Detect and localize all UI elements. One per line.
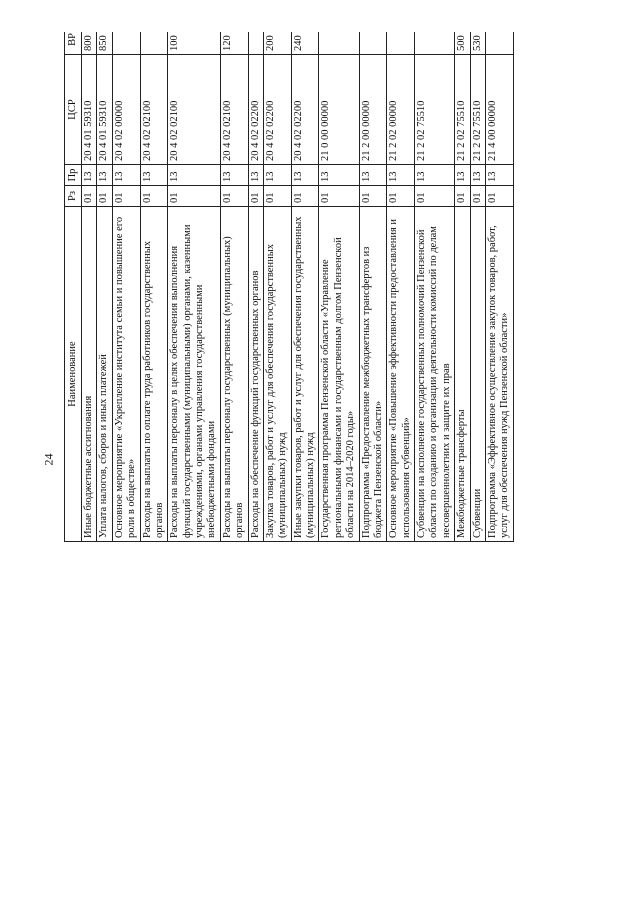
row-csr: 20 4 02 02100 — [168, 55, 221, 165]
row-name: Подпрограмма «Предоставление межбюджетных трансфертов из бюджета Пензенской области» — [359, 207, 387, 542]
table-row — [291, 32, 319, 542]
row-rz: 01 — [359, 186, 387, 207]
row-rz: 01 — [470, 186, 485, 207]
row-name: Расходы на обеспечение функций государственных органов — [248, 207, 263, 542]
row-rz: 01 — [168, 186, 221, 207]
row-csr: 21 2 02 00000 — [387, 55, 415, 165]
row-vr: 800 — [82, 32, 97, 55]
row-name: Иные закупки товаров, работ и услуг для обеспечения государственных (муниципальных) нужд — [291, 207, 319, 542]
row-pr: 13 — [470, 165, 485, 186]
row-name: Расходы на выплаты персоналу государственных (муниципальных) органов — [220, 207, 248, 542]
table-row — [470, 32, 485, 542]
row-vr — [387, 32, 415, 55]
row-csr: 20 4 01 59310 — [82, 55, 97, 165]
row-pr: 13 — [387, 165, 415, 186]
row-name: Закупка товаров, работ и услуг для обеспечения государственных (муниципальных) нужд — [263, 207, 291, 542]
row-csr: 21 2 02 75510 — [455, 55, 470, 165]
row-rz: 01 — [248, 186, 263, 207]
table-row — [97, 32, 112, 542]
row-name: Основное мероприятие «Укрепление института семьи и повышение его роли в обществе» — [112, 207, 140, 542]
row-pr: 13 — [82, 165, 97, 186]
row-csr: 20 4 02 02200 — [248, 55, 263, 165]
row-pr: 13 — [359, 165, 387, 186]
row-name: Основное мероприятие «Повышение эффективности предоставления и использования субвенций» — [387, 207, 415, 542]
row-csr: 21 0 00 00000 — [319, 55, 359, 165]
table-row — [415, 32, 455, 542]
budget-table — [64, 32, 514, 542]
row-rz: 01 — [140, 186, 168, 207]
table-row — [359, 32, 387, 542]
row-vr — [319, 32, 359, 55]
table-body — [82, 32, 514, 542]
row-rz: 01 — [97, 186, 112, 207]
row-rz: 01 — [387, 186, 415, 207]
row-name: Уплата налогов, сборов и иных платежей — [97, 207, 112, 542]
row-csr: 20 4 02 00000 — [112, 55, 140, 165]
row-name: Иные бюджетные ассигнования — [82, 207, 97, 542]
col-header-vr: ВР — [65, 32, 82, 55]
row-vr — [359, 32, 387, 55]
row-csr: 21 4 00 00000 — [485, 55, 513, 165]
row-pr: 13 — [415, 165, 455, 186]
row-pr: 13 — [263, 165, 291, 186]
row-csr: 21 2 00 00000 — [359, 55, 387, 165]
header-row — [65, 32, 82, 542]
row-vr: 200 — [263, 32, 291, 55]
row-name: Подпрограмма «Эффективное осуществление закупок товаров, работ, услуг для обеспечения нужд Пензенской области» — [485, 207, 513, 542]
row-pr: 13 — [291, 165, 319, 186]
table-row — [112, 32, 140, 542]
row-csr: 20 4 02 02100 — [140, 55, 168, 165]
row-csr: 20 4 02 02200 — [291, 55, 319, 165]
row-csr: 20 4 01 59310 — [97, 55, 112, 165]
table-row — [82, 32, 97, 542]
row-name: Государственная программа Пензенской области «Управление региональными финансами и государственным долгом Пензенской области на 2014–2020 годы» — [319, 207, 359, 542]
table-row — [248, 32, 263, 542]
table-row — [319, 32, 359, 542]
table-row — [263, 32, 291, 542]
row-vr: 100 — [168, 32, 221, 55]
row-csr: 20 4 02 02200 — [263, 55, 291, 165]
row-pr: 13 — [319, 165, 359, 186]
row-csr: 21 2 02 75510 — [415, 55, 455, 165]
row-pr: 13 — [455, 165, 470, 186]
row-name: Субвенции на исполнение государственных полномочий Пензенской области по созданию и организации деятельности комиссий по делам несовершеннолетних и защите их прав — [415, 207, 455, 542]
col-header-name: Наименование — [65, 207, 82, 542]
row-rz: 01 — [220, 186, 248, 207]
page-number: 24 — [41, 453, 56, 466]
row-rz: 01 — [112, 186, 140, 207]
row-csr: 21 2 02 75510 — [470, 55, 485, 165]
row-rz: 01 — [485, 186, 513, 207]
row-rz: 01 — [319, 186, 359, 207]
row-vr — [485, 32, 513, 55]
row-name: Субвенции — [470, 207, 485, 542]
row-csr: 20 4 02 02100 — [220, 55, 248, 165]
row-rz: 01 — [82, 186, 97, 207]
row-pr: 13 — [248, 165, 263, 186]
row-rz: 01 — [291, 186, 319, 207]
table-row — [387, 32, 415, 542]
table-row — [485, 32, 513, 542]
row-pr: 13 — [485, 165, 513, 186]
row-pr: 13 — [97, 165, 112, 186]
table-row — [140, 32, 168, 542]
row-rz: 01 — [263, 186, 291, 207]
row-name: Межбюджетные трансферты — [455, 207, 470, 542]
rotated-table-frame — [64, 32, 574, 873]
table-wrapper — [64, 32, 574, 542]
row-vr: 120 — [220, 32, 248, 55]
row-pr: 13 — [168, 165, 221, 186]
row-vr — [415, 32, 455, 55]
col-header-csr: ЦСР — [65, 55, 82, 165]
row-vr: 240 — [291, 32, 319, 55]
row-rz: 01 — [455, 186, 470, 207]
table-header — [65, 32, 82, 542]
row-vr — [248, 32, 263, 55]
row-vr: 530 — [470, 32, 485, 55]
row-vr — [112, 32, 140, 55]
table-row — [220, 32, 248, 542]
table-row — [168, 32, 221, 542]
col-header-rz: Рз — [65, 186, 82, 207]
row-pr: 13 — [220, 165, 248, 186]
table-row — [455, 32, 470, 542]
row-pr: 13 — [112, 165, 140, 186]
row-rz: 01 — [415, 186, 455, 207]
row-vr: 500 — [455, 32, 470, 55]
row-name: Расходы на выплаты персоналу в целях обеспечения выполнения функций государственными (муниципальными) органами, казенными учреждениями, органами управления государственными внебюджетными фондами — [168, 207, 221, 542]
row-vr — [140, 32, 168, 55]
row-pr: 13 — [140, 165, 168, 186]
row-name: Расходы на выплаты по оплате труда работников государственных органов — [140, 207, 168, 542]
col-header-pr: Пр — [65, 165, 82, 186]
row-vr: 850 — [97, 32, 112, 55]
